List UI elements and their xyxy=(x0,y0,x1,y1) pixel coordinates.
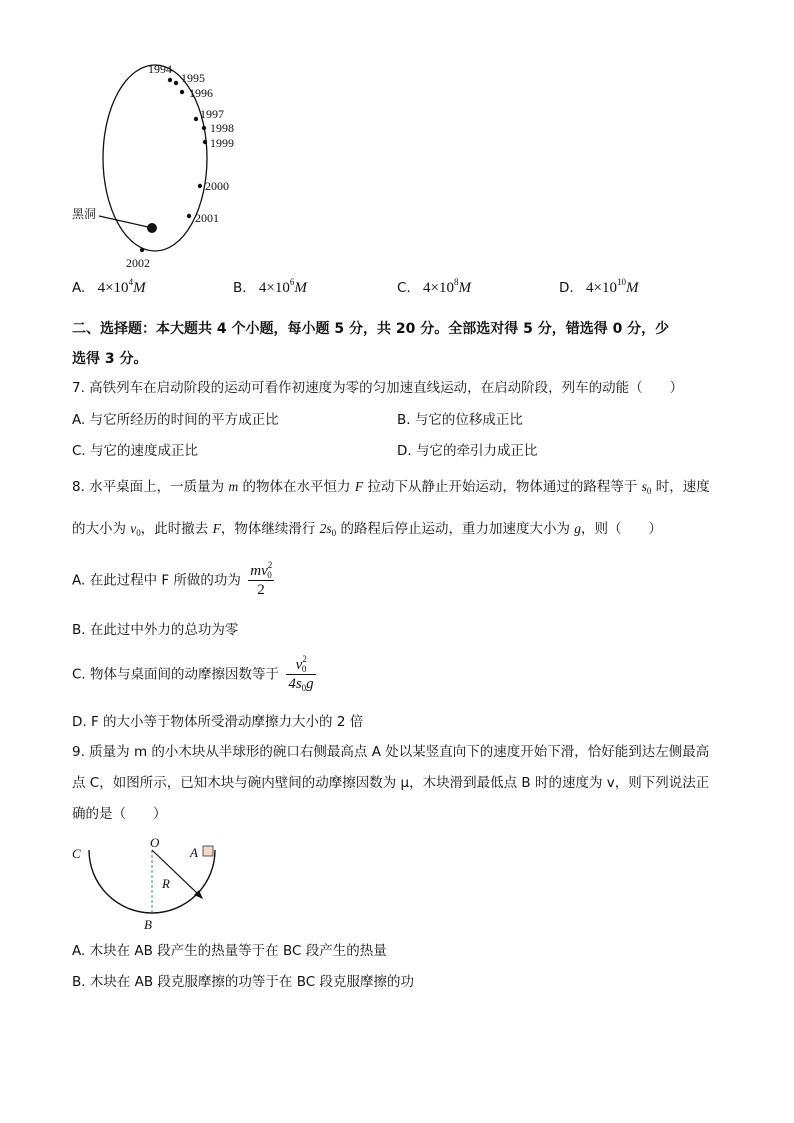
choice-coef: 4 xyxy=(258,280,267,296)
orbit-point-2001 xyxy=(187,214,191,218)
q6-choice-d[interactable]: D. $4\times 10^{10}M$ xyxy=(559,277,639,296)
choice-text: A. 在此过程中 F 所做的功为 xyxy=(72,572,241,589)
text: 时，速度 xyxy=(651,479,710,495)
text: 拉动下从静止开始运动，物体通过的路程等于 xyxy=(363,479,642,495)
q7-choice-d[interactable]: D. 与它的牵引力成正比 xyxy=(397,443,538,459)
choice-letter: A. xyxy=(72,280,86,296)
q7-choice-b[interactable]: B. 与它的位移成正比 xyxy=(397,412,523,428)
label-b: B xyxy=(144,917,152,932)
denominator: 4s xyxy=(288,676,302,692)
var-m: m xyxy=(228,479,239,494)
subscript: 0 xyxy=(136,528,141,538)
choice-coef: 4 xyxy=(97,280,106,296)
section-2-heading-line1: 二、选择题：本大题共 4 个小题，每小题 5 分，共 20 分。全部选对得 5 分，错选得 0 分，少 xyxy=(72,321,670,337)
fraction: $\frac{mv^2_0}{2}$ xyxy=(250,560,273,598)
q8-choice-c[interactable] xyxy=(72,656,316,693)
section-2-heading-line2: 选得 3 分。 xyxy=(72,351,148,367)
label-c: C xyxy=(72,846,81,861)
orbit-point-2000 xyxy=(198,184,202,188)
var-g: g xyxy=(574,521,581,536)
q6-choice-b[interactable]: B. $4\times 10^6M$ xyxy=(233,277,307,296)
year-label-1994: 1994 xyxy=(148,62,172,76)
orbit-point-2002 xyxy=(140,248,144,252)
orbit-point-1997 xyxy=(194,117,198,121)
choice-coef: 4 xyxy=(423,280,431,296)
q8-choice-b[interactable]: B. 在此过中外力的总功为零 xyxy=(72,622,239,638)
q9-stem-line1: 9. 质量为 m 的小木块从半球形的碗口右侧最高点 A 处以某竖直向下的速度开始下滑，恰好能到达左侧最高 xyxy=(72,744,710,760)
q8-stem-line2 xyxy=(72,520,662,538)
q7-choice-c[interactable]: C. 与它的速度成正比 xyxy=(72,443,199,459)
numerator: v xyxy=(295,657,303,673)
q8-choice-a[interactable] xyxy=(72,562,274,599)
year-label-1998: 1998 xyxy=(210,121,234,135)
orbit-point-1995 xyxy=(174,81,178,85)
choice-letter: D. xyxy=(559,280,574,296)
year-label-1995: 1995 xyxy=(181,71,205,85)
choice-text: C. 物体与桌面间的动摩擦因数等于 xyxy=(72,666,280,683)
q9-stem-line2: 点 C，如图所示，已知木块与碗内壁间的动摩擦因数为 μ，木块滑到最低点 B 时的速度为 v，则下列说法正 xyxy=(72,775,710,791)
q8-choice-d[interactable]: D. F 的大小等于物体所受滑动摩擦力大小的 2 倍 xyxy=(72,714,364,730)
var-s: s xyxy=(641,479,647,494)
var-f: F xyxy=(354,479,364,494)
year-label-1997: 1997 xyxy=(200,107,224,121)
choice-unit: M xyxy=(294,280,307,296)
q6-choice-c[interactable]: C. $4\times 10^8M$ xyxy=(397,277,471,296)
var-v: v xyxy=(130,521,137,536)
denominator: 2 xyxy=(257,582,265,598)
q6-choice-a[interactable]: A. $4\times 10^4M$ xyxy=(72,277,146,296)
q9-choice-b[interactable]: B. 木块在 AB 段克服摩擦的功等于在 BC 段克服摩擦的功 xyxy=(72,974,414,990)
bowl-figure xyxy=(66,832,236,934)
black-hole-pointer xyxy=(99,216,148,227)
choice-letter: B. xyxy=(233,280,247,296)
text: 的路程后停止运动，重力加速度大小为 xyxy=(336,521,575,537)
black-hole-label: 黑洞 xyxy=(72,207,97,221)
black-hole-dot xyxy=(147,223,157,233)
text: ，则（ ） xyxy=(581,521,662,537)
q8-stem-line1 xyxy=(72,478,710,496)
numerator: mv xyxy=(250,563,268,579)
q7-stem: 7. 高铁列车在启动阶段的运动可看作初速度为零的匀加速直线运动，在启动阶段，列车的动能（ ） xyxy=(72,380,684,396)
text: 8. 水平桌面上，一质量为 xyxy=(72,479,229,495)
var-f: F xyxy=(212,521,221,536)
orbit-point-1998 xyxy=(202,126,206,130)
text: ，物体继续滑行 xyxy=(220,521,320,537)
year-label-1996: 1996 xyxy=(189,86,213,100)
text: ，此时撤去 xyxy=(140,521,213,537)
label-a: A xyxy=(190,845,198,860)
choice-unit: M xyxy=(458,280,471,296)
orbit-point-1994 xyxy=(168,78,172,82)
subscript: 0 xyxy=(331,528,337,538)
fraction: $\frac{v^2_0}{4s_0g}$ xyxy=(288,654,314,693)
year-label-2002: 2002 xyxy=(126,256,150,270)
choice-coef: 4 xyxy=(585,280,594,296)
choice-unit: M xyxy=(133,280,146,296)
label-r: R xyxy=(162,876,170,891)
year-label-2001: 2001 xyxy=(195,211,219,225)
label-o: O xyxy=(150,835,160,850)
text: 的物体在水平恒力 xyxy=(238,479,355,495)
text: 的大小为 xyxy=(72,521,131,537)
year-label-2000: 2000 xyxy=(205,179,229,193)
orbit-point-1999 xyxy=(203,140,207,144)
choice-exp: 10 xyxy=(616,277,626,287)
year-label-1999: 1999 xyxy=(210,136,234,150)
var-2s: 2s xyxy=(319,521,332,536)
wood-block xyxy=(203,846,213,856)
q9-choice-a[interactable]: A. 木块在 AB 段产生的热量等于在 BC 段产生的热量 xyxy=(72,943,387,959)
q7-choice-a[interactable]: A. 与它所经历的时间的平方成正比 xyxy=(72,412,279,428)
choice-exp: 4 xyxy=(128,277,134,287)
denominator-g: g xyxy=(306,676,314,692)
choice-letter: C. xyxy=(397,280,411,296)
q9-stem-line3: 确的是（ ） xyxy=(72,806,167,822)
orbit-point-1996 xyxy=(180,90,184,94)
choice-unit: M xyxy=(625,280,639,296)
subscript: 0 xyxy=(646,486,652,496)
choice-exp: 8 xyxy=(453,277,459,287)
orbit-figure xyxy=(60,55,260,275)
choice-exp: 6 xyxy=(289,277,295,287)
